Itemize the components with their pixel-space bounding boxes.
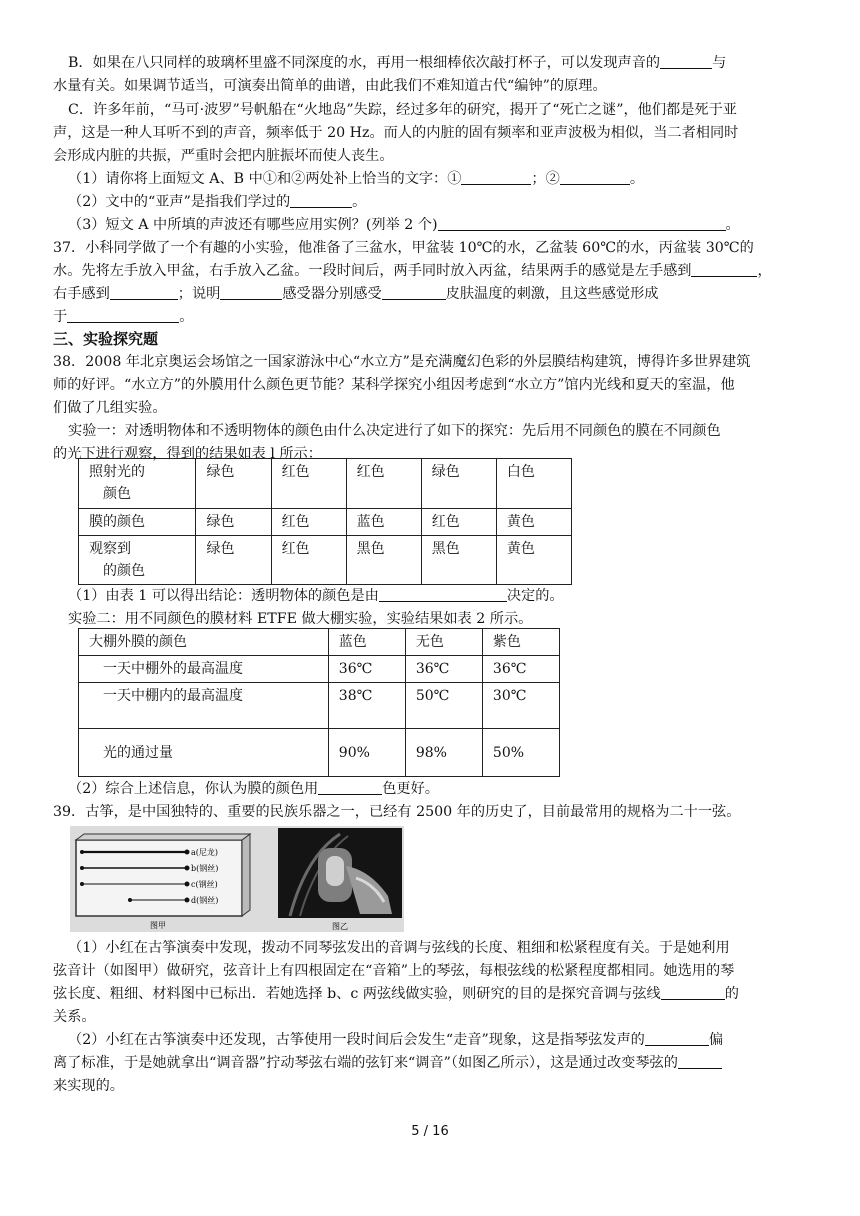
q38-line3: 们做了几组实验。 — [53, 400, 167, 416]
table-cell: 黑色 — [421, 536, 496, 585]
q38-conclusion1: （1）由表 1 可以得出结论：透明物体的颜色是由 决定的。 — [68, 588, 564, 604]
q37-line3: 右手感到 ；说明 感受器分别感受 皮肤温度的刺激，且这些感觉形成 — [53, 286, 659, 302]
figure-right-caption: 图乙 — [332, 922, 348, 931]
string-label-a: a(尼龙) — [191, 848, 219, 857]
answer-blank[interactable] — [691, 262, 757, 277]
table-cell: 50℃ — [405, 683, 482, 729]
q38-exp1-line2: 的光下进行观察，得到的结果如表 l 所示： — [53, 446, 322, 462]
table-row-header: 照射光的 颜色 — [79, 459, 196, 509]
table-cell: 白色 — [496, 459, 571, 509]
q39-line1: 39．古筝，是中国独特的、重要的民族乐器之一，已经有 2500 年的历史了，目前最常用的规格为二十一弦。 — [53, 804, 741, 820]
answer-blank[interactable] — [438, 216, 726, 231]
table-cell: 90% — [328, 729, 405, 777]
string-label-b: b(钢丝) — [191, 864, 219, 873]
table-cell: 绿色 — [196, 459, 271, 509]
figure-left-caption: 图甲 — [150, 921, 166, 930]
answer-blank[interactable] — [379, 587, 507, 602]
q38-exp1-line1: 实验一：对透明物体和不透明物体的颜色由什么决定进行了如下的探究：先后用不同颜色的膜在不同颜色 — [68, 423, 721, 439]
q37-line4: 于 。 — [53, 309, 194, 325]
q37-line1: 37．小科同学做了一个有趣的小实验，他准备了三盆水，甲盆装 10℃的水，乙盆装 60℃的水，丙盆装 30℃的 — [53, 240, 754, 256]
table-cell: 绿色 — [196, 509, 271, 536]
section-heading: 三、实验探究题 — [53, 330, 159, 348]
answer-blank[interactable] — [220, 285, 282, 300]
table-cell: 50% — [482, 729, 559, 777]
figure-strings — [70, 826, 404, 932]
answer-blank[interactable] — [382, 285, 446, 300]
table-row — [79, 629, 560, 656]
q38-line2: 师的好评。“水立方”的外膜用什么颜色更节能？某科学探究小组因考虑到“水立方”馆内光线和夏天的室温，他 — [53, 377, 735, 393]
table-cell: 36℃ — [405, 656, 482, 683]
table-cell: 紫色 — [482, 629, 559, 656]
table-cell: 红色 — [346, 459, 421, 509]
table-1 — [78, 458, 572, 585]
figure-svg — [70, 826, 404, 932]
q38-line1: 38．2008 年北京奥运会场馆之一国家游泳中心“水立方”是充满魔幻色彩的外层膜结构建筑，博得许多世界建筑 — [53, 354, 751, 370]
table-cell: 无色 — [405, 629, 482, 656]
answer-blank[interactable] — [290, 193, 352, 208]
page-number: 5 / 16 — [411, 1124, 449, 1139]
paragraph-c-line1: C．许多年前，“马可·波罗”号帆船在“火地岛”失踪，经过多年的研究，揭开了“死亡之谜”，他们都是死于亚 — [68, 102, 737, 118]
table-row-header: 膜的颜色 — [79, 509, 196, 536]
table-cell: 蓝色 — [346, 509, 421, 536]
answer-blank[interactable] — [661, 985, 725, 1000]
q36-sub3: （3）短文 A 中所填的声波还有哪些应用实例？(列举 2 个) 。 — [68, 217, 740, 233]
answer-blank[interactable] — [67, 308, 179, 323]
answer-blank[interactable] — [110, 285, 178, 300]
table-cell: 黄色 — [496, 536, 571, 585]
table-row — [79, 459, 572, 509]
table-cell: 红色 — [271, 509, 346, 536]
table-row-header: 大棚外膜的颜色 — [79, 629, 329, 656]
answer-blank[interactable] — [461, 170, 531, 185]
q39-part1-line4: 关系。 — [53, 1009, 96, 1025]
table-cell: 红色 — [271, 459, 346, 509]
figure-left — [76, 834, 250, 930]
table-cell: 36℃ — [328, 656, 405, 683]
table-cell: 红色 — [421, 509, 496, 536]
string-label-d: d(钢丝) — [191, 896, 219, 905]
table-row — [79, 683, 560, 729]
q39-part1-line3: 弦长度、粗细、材料图中已标出．若她选择 b、c 两弦线做实验，则研究的目的是探究音调与弦线 的 — [53, 986, 739, 1002]
q36-sub2: （2）文中的“亚声”是指我们学过的 。 — [68, 194, 367, 210]
string-label-c: c(钢丝) — [191, 880, 218, 889]
q39-part1-line1: （1）小红在古筝演奏中发现，拨动不同琴弦发出的音调与弦线的长度、粗细和松紧程度有关。于是她利用 — [68, 940, 730, 956]
table-row — [79, 536, 572, 585]
table-cell: 98% — [405, 729, 482, 777]
table-row — [79, 656, 560, 683]
answer-blank[interactable] — [678, 1054, 722, 1069]
q39-part1-line2: 弦音计（如图甲）做研究，弦音计上有四根固定在“音箱”上的琴弦，每根弦线的松紧程度都相同。她选用的琴 — [53, 963, 735, 979]
answer-blank[interactable] — [645, 1031, 709, 1046]
q38-exp2: 实验二：用不同颜色的膜材料 ETFE 做大棚实验，实验结果如表 2 所示。 — [68, 611, 533, 627]
table-row-header: 观察到 的颜色 — [79, 536, 196, 585]
q39-part2-line1: （2）小红在古筝演奏中还发现，古筝使用一段时间后会发生“走音”现象，这是指琴弦发声的 偏 — [68, 1032, 724, 1048]
table-cell: 红色 — [271, 536, 346, 585]
table-cell: 绿色 — [196, 536, 271, 585]
table-cell: 绿色 — [421, 459, 496, 509]
q37-line2: 水。先将左手放入甲盆，右手放入乙盆。一段时间后，两手同时放入丙盆，结果两手的感觉是左手感到 ， — [53, 263, 772, 279]
q38-conclusion2: （2）综合上述信息，你认为膜的颜色用 色更好。 — [68, 781, 439, 797]
table-cell: 38℃ — [328, 683, 405, 729]
paragraph-b-line1: B．如果在八只同样的玻璃杯里盛不同深度的水，再用一根细棒依次敲打杯子，可以发现声音的 与 — [68, 55, 727, 71]
answer-blank[interactable] — [660, 54, 712, 69]
q39-part2-line3: 来实现的。 — [53, 1078, 124, 1094]
table-cell: 蓝色 — [328, 629, 405, 656]
answer-blank[interactable] — [318, 780, 382, 795]
table-row — [79, 729, 560, 777]
table-cell: 30℃ — [482, 683, 559, 729]
table-cell: 黄色 — [496, 509, 571, 536]
q39-part2-line2: 离了标准，于是她就拿出“调音器”拧动琴弦右端的弦钉来“调音”（如图乙所示），这是通过改变琴弦的 — [53, 1052, 808, 1074]
table-row-header: 光的通过量 — [79, 729, 329, 777]
table-cell: 黑色 — [346, 536, 421, 585]
paragraph-c-line2: 声，这是一种人耳听不到的声音，频率低于 20 Hz。而人的内脏的固有频率和亚声波极为相似，当二者相同时 — [53, 125, 739, 141]
table-row-header: 一天中棚外的最高温度 — [79, 656, 329, 683]
table-2 — [78, 628, 560, 777]
paragraph-b-line2: 水量有关。如果调节适当，可演奏出简单的曲谱，由此我们不难知道古代“编钟”的原理。 — [53, 78, 607, 94]
q36-sub1: （1）请你将上面短文 A、B 中①和②两处补上恰当的文字：① ；② 。 — [68, 171, 645, 187]
table-cell: 36℃ — [482, 656, 559, 683]
paragraph-c-line3: 会形成内脏的共振，严重时会把内脏振坏而使人丧生。 — [53, 148, 394, 164]
figure-right — [278, 828, 402, 931]
table-row — [79, 509, 572, 536]
table-row-header: 一天中棚内的最高温度 — [79, 683, 329, 729]
answer-blank[interactable] — [560, 170, 630, 185]
